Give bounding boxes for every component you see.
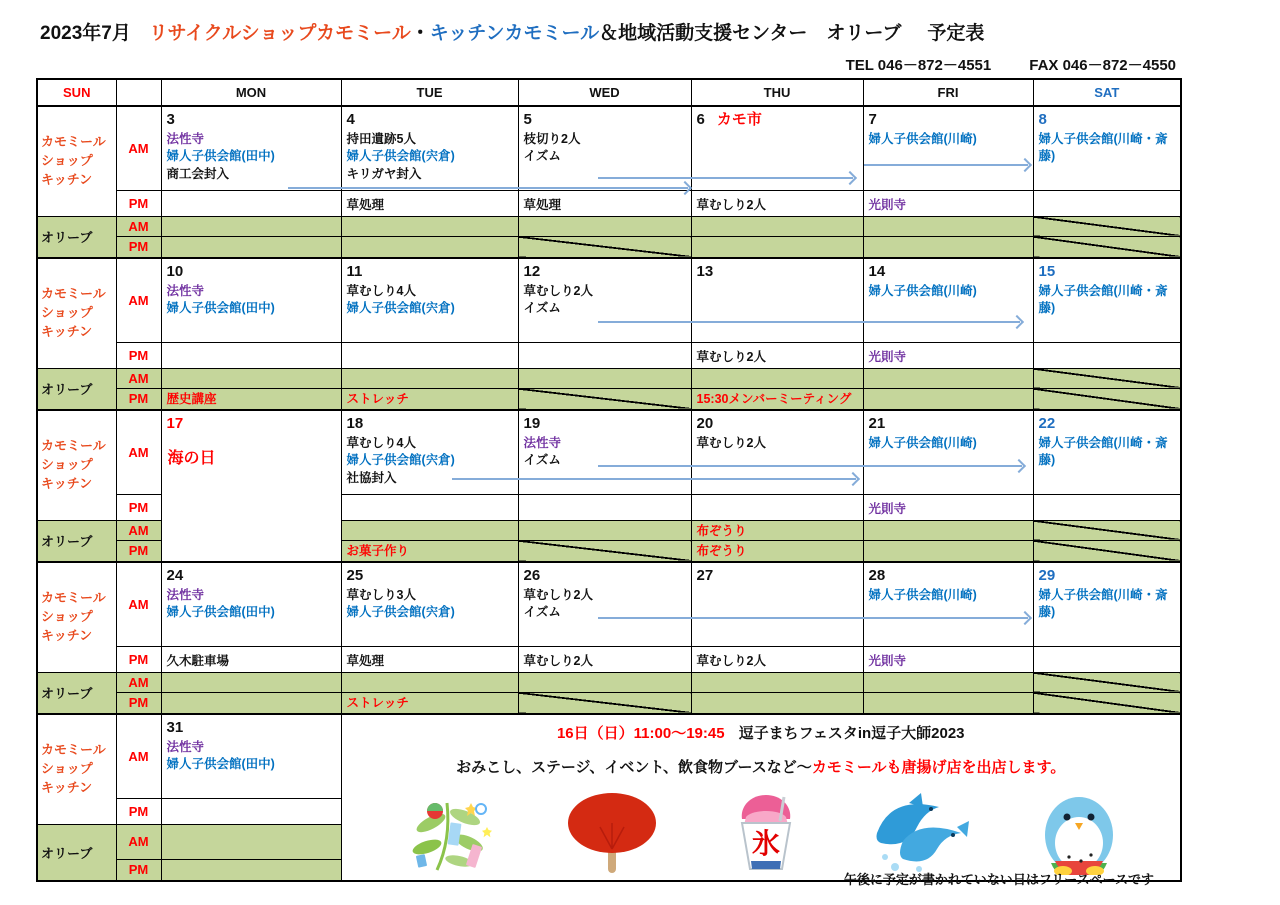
date-label: 19: [523, 415, 541, 432]
event-text: 枝切り2人: [523, 131, 581, 146]
event-text: 婦人子供会館(宍倉): [346, 301, 455, 316]
date-label: 20: [696, 415, 714, 432]
event-text: 婦人子供会館(田中): [166, 301, 275, 316]
olive-cell: [161, 368, 341, 388]
ampm-label: PM: [116, 388, 161, 410]
olive-cell: [341, 520, 518, 540]
event-text: 草むしり2人: [696, 435, 766, 450]
contact-line: [846, 54, 1176, 75]
event-text: 草むしり2人: [696, 653, 766, 668]
row-label-olive: オリーブ: [37, 216, 116, 258]
tel-number: TEL 046－872－4551: [845, 57, 992, 74]
title-month: 2023年7月: [40, 23, 131, 44]
olive-cell: [161, 692, 341, 714]
olive-cell: [863, 520, 1033, 540]
olive-cell: [161, 859, 341, 881]
ampm-label: AM: [116, 562, 161, 646]
event-text: 光則寺: [868, 653, 907, 668]
day-cell: [341, 646, 518, 672]
day-cell: [863, 562, 1033, 646]
day-cell: [1033, 646, 1181, 672]
day-cell: [863, 410, 1033, 494]
crossed-out-cell: [1033, 672, 1181, 692]
day-cell: [691, 342, 863, 368]
header-fri: FRI: [863, 79, 1033, 106]
header-thu: THU: [691, 79, 863, 106]
ampm-label: PM: [116, 342, 161, 368]
day-cell: [161, 342, 341, 368]
ampm-label: PM: [116, 798, 161, 824]
day-cell: [518, 646, 691, 672]
row-label-olive: オリーブ: [37, 520, 116, 562]
olive-cell: [691, 540, 863, 562]
penguin-watermelon-icon: [1033, 791, 1125, 880]
event-text: 草むしり3人: [346, 587, 416, 602]
event-text: 草むしり2人: [696, 197, 766, 212]
olive-cell: [863, 692, 1033, 714]
olive-cell: [691, 368, 863, 388]
day-cell: [1033, 562, 1181, 646]
event-text: 持田遺跡5人: [346, 131, 416, 146]
day-cell: [863, 106, 1033, 190]
schedule-table: [36, 78, 1182, 882]
day-cell: [341, 494, 518, 520]
olive-cell: [341, 216, 518, 236]
olive-cell: [863, 216, 1033, 236]
event-text: 婦人子供会館(川崎・斎藤): [1038, 131, 1168, 164]
ampm-label: AM: [116, 672, 161, 692]
uchiwa-fan-icon: [562, 793, 662, 880]
event-text: 婦人子供会館(宍倉): [346, 149, 455, 164]
row-label-shop: カモミール ショップ キッチン: [37, 106, 116, 216]
olive-cell: [161, 216, 341, 236]
date-label: 12: [523, 263, 541, 280]
day-cell: [518, 258, 691, 342]
date-label: 3: [166, 111, 175, 128]
day-cell: [1033, 494, 1181, 520]
day-cell: [161, 258, 341, 342]
olive-cell: [341, 236, 518, 258]
olive-cell: [863, 388, 1033, 410]
olive-cell: [691, 388, 863, 410]
event-text: イズム: [523, 453, 561, 468]
ampm-label: AM: [116, 714, 161, 798]
date-label: 5: [523, 111, 532, 128]
event-text: 光則寺: [868, 349, 907, 364]
page-title: [40, 18, 984, 45]
festival-line2: [342, 756, 1181, 777]
day-cell: [1033, 190, 1181, 216]
ampm-label: AM: [116, 258, 161, 342]
event-text: 草むしり2人: [523, 587, 593, 602]
day-cell: [518, 494, 691, 520]
olive-cell: [341, 692, 518, 714]
row-label-shop: カモミール ショップ キッチン: [37, 410, 116, 520]
ampm-label: AM: [116, 824, 161, 859]
event-text: 草処理: [346, 197, 385, 212]
date-label: 29: [1038, 567, 1056, 584]
day-cell: [518, 562, 691, 646]
title-shop-name: リサイクルショップカモミール: [148, 23, 411, 44]
day-cell: [341, 190, 518, 216]
event-text: 婦人子供会館(川崎・斎藤): [1038, 283, 1168, 316]
event-text: 婦人子供会館(川崎・斎藤): [1038, 435, 1168, 468]
date-label: 10: [166, 263, 184, 280]
event-text: 婦人子供会館(川崎): [868, 283, 977, 298]
row-label-shop: カモミール ショップ キッチン: [37, 258, 116, 368]
day-cell: [161, 106, 341, 190]
date-label: 7: [868, 111, 877, 128]
event-text: 婦人子供会館(田中): [166, 757, 275, 772]
event-text: 婦人子供会館(宍倉): [346, 605, 455, 620]
ampm-label: PM: [116, 190, 161, 216]
event-text: お菓子作り: [346, 543, 410, 558]
day-cell: [1033, 106, 1181, 190]
event-text: 婦人子供会館(川崎・斎藤): [1038, 587, 1168, 620]
olive-cell: [161, 388, 341, 410]
olive-cell: [863, 672, 1033, 692]
event-text: 草むしり2人: [523, 653, 593, 668]
crossed-out-cell: [1033, 692, 1181, 714]
olive-cell: [863, 236, 1033, 258]
event-text: ストレッチ: [346, 391, 409, 406]
olive-cell: [863, 368, 1033, 388]
event-text: キリガヤ封入: [346, 167, 422, 181]
olive-cell: [691, 236, 863, 258]
day-cell: [161, 798, 341, 824]
olive-cell: [863, 540, 1033, 562]
day-cell: [691, 410, 863, 494]
date-label: 17: [166, 415, 184, 432]
continuation-arrow: [452, 478, 856, 480]
title-kitchen-name: キッチンカモミール: [429, 23, 600, 44]
shaved-ice-icon: [722, 791, 810, 880]
olive-cell: [691, 672, 863, 692]
day-cell: [341, 342, 518, 368]
date-label: 4: [346, 111, 355, 128]
olive-cell: [341, 388, 518, 410]
day-cell: [691, 258, 863, 342]
event-text: 草むしり2人: [523, 283, 593, 298]
date-label: 14: [868, 263, 886, 280]
continuation-arrow: [598, 177, 853, 179]
date-label: 24: [166, 567, 184, 584]
olive-cell: [518, 672, 691, 692]
ampm-label: PM: [116, 692, 161, 714]
festival-announcement: [341, 714, 1181, 881]
row-label-olive: オリーブ: [37, 672, 116, 714]
holiday-cell: [161, 410, 341, 562]
date-label: 27: [696, 567, 714, 584]
event-text: 光則寺: [868, 501, 907, 516]
header-sat: SAT: [1033, 79, 1181, 106]
crossed-out-cell: [518, 236, 691, 258]
day-cell: [1033, 410, 1181, 494]
day-cell: [161, 190, 341, 216]
event-text: 草むしり4人: [346, 435, 416, 450]
event-text: 布ぞうり: [696, 543, 747, 558]
crossed-out-cell: [518, 692, 691, 714]
olive-cell: [518, 368, 691, 388]
crossed-out-cell: [1033, 368, 1181, 388]
ampm-label: AM: [116, 216, 161, 236]
tanabata-bamboo-icon: [407, 795, 503, 880]
event-text: 草処理: [346, 653, 385, 668]
title-separator: ・: [410, 23, 430, 44]
date-label: 21: [868, 415, 886, 432]
row-label-olive: オリーブ: [37, 824, 116, 881]
event-text: 婦人子供会館(川崎): [868, 587, 977, 602]
event-text: 草むしり4人: [346, 283, 416, 298]
event-text: 法性寺: [166, 739, 205, 754]
day-cell: [863, 258, 1033, 342]
festival-datetime: 16日（日）11:00～19:45: [556, 725, 725, 742]
day-cell: [161, 714, 341, 798]
crossed-out-cell: [1033, 236, 1181, 258]
event-text: 婦人子供会館(川崎): [868, 131, 977, 146]
ice-kanji-label: 氷: [751, 828, 780, 859]
day-cell: [161, 646, 341, 672]
date-label: 11: [346, 263, 363, 280]
day-cell: [691, 190, 863, 216]
event-text: 15:30メンバーミーティング: [696, 391, 852, 406]
continuation-arrow: [864, 164, 1028, 166]
day-cell: [341, 410, 518, 494]
event-text: 社協封入: [346, 471, 397, 485]
day-cell: [863, 646, 1033, 672]
olive-cell: [691, 520, 863, 540]
event-text: 法性寺: [166, 131, 205, 146]
weekday-header-row: [37, 79, 1181, 106]
ampm-label: PM: [116, 859, 161, 881]
event-text: 婦人子供会館(宍倉): [346, 453, 455, 468]
continuation-arrow: [598, 617, 1028, 619]
crossed-out-cell: [518, 540, 691, 562]
continuation-arrow: [598, 465, 1022, 467]
continuation-arrow: [598, 321, 1020, 323]
date-label: 22: [1038, 415, 1056, 432]
ampm-label: PM: [116, 646, 161, 672]
event-text: 法性寺: [166, 587, 205, 602]
continuation-arrow: [288, 187, 688, 189]
olive-cell: [691, 216, 863, 236]
event-text: 法性寺: [523, 435, 562, 450]
crossed-out-cell: [1033, 216, 1181, 236]
ampm-label: PM: [116, 236, 161, 258]
festival-shop-note: カモミールも唐揚げ店を出店します。: [811, 759, 1066, 776]
ampm-label: PM: [116, 540, 161, 562]
row-label-olive: オリーブ: [37, 368, 116, 410]
crossed-out-cell: [1033, 540, 1181, 562]
olive-cell: [341, 368, 518, 388]
event-text: 布ぞうり: [696, 523, 747, 538]
day-cell: [1033, 342, 1181, 368]
header-mon: MON: [161, 79, 341, 106]
event-text: イズム: [523, 301, 561, 316]
event-text: 婦人子供会館(田中): [166, 149, 275, 164]
date-label: 25: [346, 567, 364, 584]
dolphins-icon: [869, 791, 973, 880]
festival-title: 逗子まちフェスタin逗子大師2023: [738, 725, 965, 742]
ampm-label: PM: [116, 494, 161, 520]
day-cell: [691, 562, 863, 646]
event-text: 商工会封入: [166, 167, 230, 181]
olive-cell: [518, 216, 691, 236]
event-text: 光則寺: [868, 197, 907, 212]
day-cell: [341, 258, 518, 342]
crossed-out-cell: [1033, 388, 1181, 410]
header-tue: TUE: [341, 79, 518, 106]
event-text: 歴史講座: [166, 391, 217, 406]
date-label: 31: [166, 719, 184, 736]
event-text: 草処理: [523, 197, 562, 212]
row-label-shop: カモミール ショップ キッチン: [37, 562, 116, 672]
olive-cell: [518, 520, 691, 540]
day-cell: [863, 342, 1033, 368]
event-text: 婦人子供会館(川崎): [868, 435, 977, 450]
day-cell: [863, 190, 1033, 216]
date-label: 13: [696, 263, 714, 280]
title-doc-type: 予定表: [927, 23, 985, 44]
festival-line1: [342, 722, 1181, 743]
header-wed: WED: [518, 79, 691, 106]
day-cell: [161, 562, 341, 646]
ampm-label: AM: [116, 410, 161, 494]
day-cell: [518, 342, 691, 368]
event-text: イズム: [523, 605, 561, 620]
event-text: ストレッチ: [346, 695, 409, 710]
market-note: カモ市: [716, 111, 762, 128]
day-cell: [691, 646, 863, 672]
fax-number: FAX 046－872－4550: [1029, 57, 1176, 74]
event-text: 婦人子供会館(田中): [166, 605, 275, 620]
festival-illustrations: [342, 777, 1181, 880]
festival-desc: おみこし、ステージ、イベント、飲食物ブースなど～: [456, 759, 812, 776]
day-cell: [691, 494, 863, 520]
date-label: 28: [868, 567, 886, 584]
day-cell: [863, 494, 1033, 520]
day-cell: [341, 106, 518, 190]
crossed-out-cell: [518, 388, 691, 410]
olive-cell: [161, 236, 341, 258]
ampm-label: AM: [116, 520, 161, 540]
event-text: 法性寺: [166, 283, 205, 298]
event-text: 久木駐車場: [166, 653, 230, 668]
olive-cell: [341, 540, 518, 562]
header-blank: [116, 79, 161, 106]
event-text: イズム: [523, 149, 561, 164]
header-sun: SUN: [37, 79, 116, 106]
date-label: 6 カモ市: [696, 111, 762, 128]
day-cell: [518, 410, 691, 494]
event-text: 草むしり2人: [696, 349, 766, 364]
olive-cell: [161, 672, 341, 692]
holiday-name: 海の日: [167, 449, 216, 467]
day-cell: [518, 190, 691, 216]
ampm-label: AM: [116, 106, 161, 190]
row-label-shop: カモミール ショップ キッチン: [37, 714, 116, 824]
date-label: 26: [523, 567, 541, 584]
date-label: 18: [346, 415, 364, 432]
footer-note: 午後に予定が書かれていない日はフリースペースです: [843, 872, 1154, 887]
date-label: 8: [1038, 111, 1047, 128]
day-cell: [341, 562, 518, 646]
crossed-out-cell: [1033, 520, 1181, 540]
day-cell: [1033, 258, 1181, 342]
olive-cell: [691, 692, 863, 714]
ampm-label: AM: [116, 368, 161, 388]
date-label: 15: [1038, 263, 1056, 280]
title-suffix: ＆地域活動支援センター オリーブ: [599, 23, 902, 44]
olive-cell: [341, 672, 518, 692]
olive-cell: [161, 824, 341, 859]
